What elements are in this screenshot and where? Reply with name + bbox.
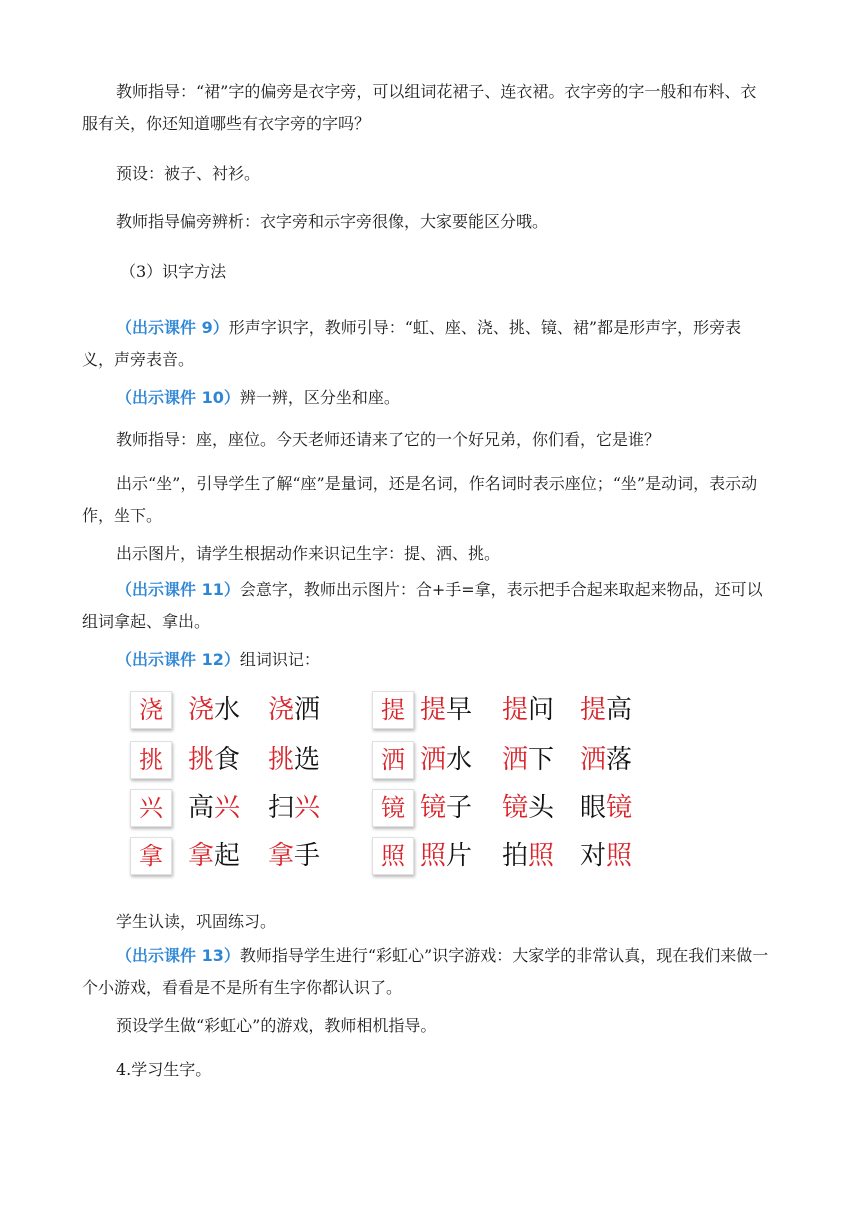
character-card: 拿 bbox=[130, 837, 172, 875]
target-character: 浇 bbox=[268, 695, 295, 725]
grid-row bbox=[130, 788, 650, 828]
paragraph-show-zuo: 出示“坐”，引导学生了解“座”是量词，还是名词，作名词时表示座位；“坐”是动词，表示动作，坐下。 bbox=[82, 474, 758, 525]
word-character: 早 bbox=[446, 695, 473, 725]
compound-word bbox=[580, 690, 632, 730]
compound-word bbox=[268, 788, 320, 828]
target-character: 兴 bbox=[294, 793, 321, 823]
grid-row bbox=[130, 740, 650, 780]
target-character: 拿 bbox=[188, 841, 215, 871]
paragraph-text: 会意字，教师出示图片：合+手=拿，表示把手合起来取起来物品，还可以组词拿起、拿出。 bbox=[82, 580, 763, 631]
target-character: 提 bbox=[580, 695, 607, 725]
paragraph-courseware-13 bbox=[82, 940, 772, 1004]
target-character: 照 bbox=[528, 841, 555, 871]
word-character: 高 bbox=[606, 695, 633, 725]
grid-row bbox=[130, 836, 650, 876]
compound-word bbox=[268, 836, 320, 876]
target-character: 镜 bbox=[606, 793, 633, 823]
compound-word bbox=[188, 788, 240, 828]
word-character: 问 bbox=[528, 695, 555, 725]
compound-word bbox=[420, 836, 472, 876]
vocabulary-grid bbox=[130, 690, 650, 880]
paragraph-text: 教师指导学生进行“彩虹心”识字游戏：大家学的非常认真，现在我们来做一个小游戏，看看是不是所有生字你都认识了。 bbox=[82, 946, 769, 997]
character-card: 浇 bbox=[130, 691, 172, 729]
paragraph-courseware-11 bbox=[82, 574, 772, 638]
word-character: 食 bbox=[214, 745, 241, 775]
paragraph-learn-characters: 4.学习生字。 bbox=[116, 1060, 212, 1079]
word-character: 洒 bbox=[294, 695, 321, 725]
character-card: 照 bbox=[372, 837, 414, 875]
target-character: 挑 bbox=[268, 745, 295, 775]
word-character: 头 bbox=[528, 793, 555, 823]
target-character: 拿 bbox=[268, 841, 295, 871]
paragraph-radical-guidance: 教师指导：“裙”字的偏旁是衣字旁，可以组词花裙子、连衣裙。衣字旁的字一般和布料、衣服有关，你还知道哪些有衣字旁的字吗？ bbox=[82, 82, 757, 133]
compound-word bbox=[502, 740, 554, 780]
word-character: 对 bbox=[580, 841, 607, 871]
compound-word bbox=[420, 788, 472, 828]
compound-word bbox=[420, 690, 472, 730]
target-character: 挑 bbox=[188, 745, 215, 775]
word-character: 子 bbox=[446, 793, 473, 823]
paragraph-show-picture: 出示图片，请学生根据动作来识记生字：提、洒、挑。 bbox=[116, 544, 501, 563]
courseware-tag: （出示课件 12） bbox=[116, 650, 240, 669]
paragraph-text: 辨一辨，区分坐和座。 bbox=[239, 388, 400, 407]
compound-word bbox=[420, 740, 472, 780]
compound-word bbox=[188, 690, 240, 730]
word-character: 落 bbox=[606, 745, 633, 775]
target-character: 浇 bbox=[188, 695, 215, 725]
character-card: 挑 bbox=[130, 741, 172, 779]
paragraph-courseware-10 bbox=[116, 382, 766, 414]
paragraph-game-preset: 预设学生做“彩虹心”的游戏，教师相机指导。 bbox=[116, 1016, 437, 1035]
target-character: 照 bbox=[606, 841, 633, 871]
compound-word bbox=[188, 740, 240, 780]
compound-word bbox=[580, 788, 632, 828]
character-card: 兴 bbox=[130, 789, 172, 827]
word-character: 选 bbox=[294, 745, 321, 775]
paragraph-practice: 学生认读，巩固练习。 bbox=[116, 912, 277, 931]
compound-word bbox=[580, 836, 632, 876]
word-character: 扫 bbox=[268, 793, 295, 823]
compound-word bbox=[580, 740, 632, 780]
character-card: 洒 bbox=[372, 741, 414, 779]
target-character: 洒 bbox=[502, 745, 529, 775]
courseware-tag: （出示课件 10） bbox=[116, 388, 240, 407]
paragraph-courseware-9 bbox=[82, 312, 772, 376]
word-character: 高 bbox=[188, 793, 215, 823]
target-character: 兴 bbox=[214, 793, 241, 823]
courseware-tag: （出示课件 11） bbox=[116, 580, 240, 599]
target-character: 洒 bbox=[580, 745, 607, 775]
character-card: 镜 bbox=[372, 789, 414, 827]
paragraph-text: 形声字识字，教师引导：“虹、座、浇、挑、镜、裙”都是形声字，形旁表义，声旁表音。 bbox=[82, 318, 742, 369]
compound-word bbox=[502, 690, 554, 730]
paragraph-teacher-zuo: 教师指导：座，座位。今天老师还请来了它的一个好兄弟，你们看，它是谁？ bbox=[116, 430, 661, 449]
courseware-tag: （出示课件 9） bbox=[116, 318, 229, 337]
word-character: 片 bbox=[446, 841, 473, 871]
word-character: 手 bbox=[294, 841, 321, 871]
paragraph-text: 组词识记： bbox=[239, 650, 320, 669]
compound-word bbox=[268, 740, 320, 780]
word-character: 下 bbox=[528, 745, 555, 775]
paragraph-courseware-12 bbox=[116, 644, 766, 676]
word-character: 拍 bbox=[502, 841, 529, 871]
courseware-tag: （出示课件 13） bbox=[116, 946, 240, 965]
word-character: 眼 bbox=[580, 793, 607, 823]
target-character: 洒 bbox=[420, 745, 447, 775]
target-character: 照 bbox=[420, 841, 447, 871]
word-character: 起 bbox=[214, 841, 241, 871]
target-character: 镜 bbox=[420, 793, 447, 823]
section-heading-methods: （3）识字方法 bbox=[120, 262, 227, 281]
target-character: 提 bbox=[502, 695, 529, 725]
target-character: 提 bbox=[420, 695, 447, 725]
paragraph-preset-1: 预设：被子、衬衫。 bbox=[116, 164, 261, 183]
word-character: 水 bbox=[214, 695, 241, 725]
compound-word bbox=[502, 836, 554, 876]
grid-row bbox=[130, 690, 650, 730]
target-character: 镜 bbox=[502, 793, 529, 823]
word-character: 水 bbox=[446, 745, 473, 775]
compound-word bbox=[268, 690, 320, 730]
paragraph-radical-analysis: 教师指导偏旁辨析：衣字旁和示字旁很像，大家要能区分哦。 bbox=[116, 212, 549, 231]
compound-word bbox=[502, 788, 554, 828]
character-card: 提 bbox=[372, 691, 414, 729]
compound-word bbox=[188, 836, 240, 876]
